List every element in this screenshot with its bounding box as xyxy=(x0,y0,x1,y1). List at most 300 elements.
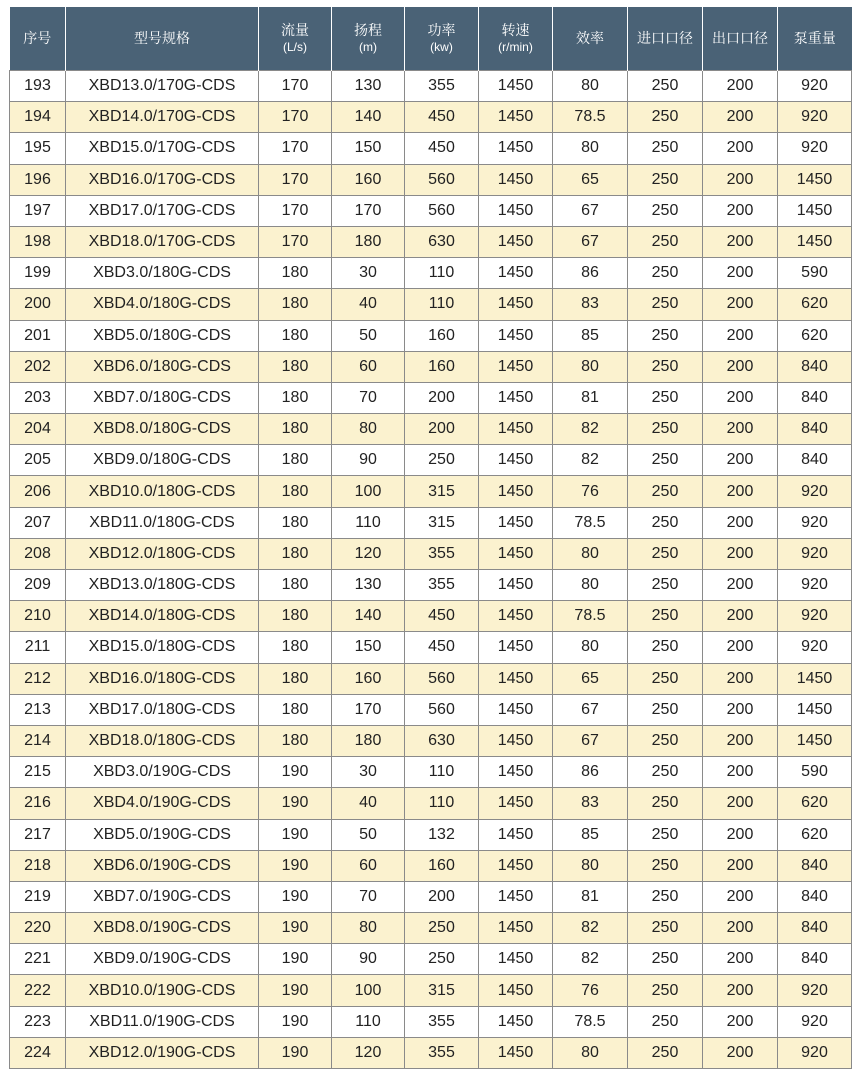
table-cell-head: 140 xyxy=(332,601,405,632)
table-cell-index: 199 xyxy=(10,258,66,289)
table-cell-outlet: 200 xyxy=(703,975,778,1006)
header-label: 转速 xyxy=(501,22,530,38)
table-cell-model: XBD7.0/190G-CDS xyxy=(66,881,259,912)
table-cell-flow: 180 xyxy=(259,632,332,663)
table-cell-weight: 840 xyxy=(778,445,852,476)
table-cell-efficiency: 85 xyxy=(553,320,628,351)
table-row xyxy=(10,476,852,507)
table-cell-flow: 170 xyxy=(259,133,332,164)
table-cell-index: 194 xyxy=(10,102,66,133)
header-col-efficiency xyxy=(553,7,628,71)
table-row xyxy=(10,819,852,850)
table-cell-speed: 1450 xyxy=(479,476,553,507)
table-cell-model: XBD17.0/170G-CDS xyxy=(66,195,259,226)
table-cell-outlet: 200 xyxy=(703,476,778,507)
table-row xyxy=(10,694,852,725)
table-cell-head: 160 xyxy=(332,663,405,694)
table-cell-head: 80 xyxy=(332,414,405,445)
table-cell-outlet: 200 xyxy=(703,164,778,195)
table-cell-head: 70 xyxy=(332,382,405,413)
table-cell-efficiency: 76 xyxy=(553,476,628,507)
table-cell-model: XBD14.0/170G-CDS xyxy=(66,102,259,133)
table-cell-index: 213 xyxy=(10,694,66,725)
table-cell-head: 110 xyxy=(332,1006,405,1037)
table-cell-inlet: 250 xyxy=(628,850,703,881)
table-cell-speed: 1450 xyxy=(479,226,553,257)
table-cell-inlet: 250 xyxy=(628,133,703,164)
table-cell-speed: 1450 xyxy=(479,351,553,382)
table-cell-index: 222 xyxy=(10,975,66,1006)
table-cell-speed: 1450 xyxy=(479,133,553,164)
table-cell-power: 630 xyxy=(405,725,479,756)
table-cell-index: 205 xyxy=(10,445,66,476)
table-cell-outlet: 200 xyxy=(703,289,778,320)
table-cell-speed: 1450 xyxy=(479,850,553,881)
table-cell-index: 220 xyxy=(10,913,66,944)
table-cell-outlet: 200 xyxy=(703,133,778,164)
table-cell-weight: 920 xyxy=(778,632,852,663)
table-cell-efficiency: 83 xyxy=(553,289,628,320)
table-cell-inlet: 250 xyxy=(628,476,703,507)
table-row xyxy=(10,663,852,694)
table-cell-efficiency: 78.5 xyxy=(553,102,628,133)
table-cell-efficiency: 85 xyxy=(553,819,628,850)
table-cell-inlet: 250 xyxy=(628,1037,703,1068)
table-cell-inlet: 250 xyxy=(628,507,703,538)
header-col-head xyxy=(332,7,405,71)
table-cell-weight: 1450 xyxy=(778,226,852,257)
table-cell-outlet: 200 xyxy=(703,414,778,445)
table-cell-power: 110 xyxy=(405,289,479,320)
header-label: 序号 xyxy=(23,30,52,46)
table-cell-speed: 1450 xyxy=(479,788,553,819)
table-cell-flow: 180 xyxy=(259,694,332,725)
table-cell-index: 198 xyxy=(10,226,66,257)
table-cell-flow: 180 xyxy=(259,289,332,320)
table-cell-model: XBD14.0/180G-CDS xyxy=(66,601,259,632)
table-cell-index: 196 xyxy=(10,164,66,195)
pump-spec-table xyxy=(9,7,852,1069)
header-label: 泵重量 xyxy=(793,30,836,46)
table-cell-efficiency: 80 xyxy=(553,570,628,601)
table-cell-power: 450 xyxy=(405,133,479,164)
table-cell-inlet: 250 xyxy=(628,258,703,289)
table-cell-efficiency: 82 xyxy=(553,445,628,476)
table-row xyxy=(10,507,852,538)
table-cell-head: 120 xyxy=(332,538,405,569)
table-row xyxy=(10,913,852,944)
table-cell-speed: 1450 xyxy=(479,507,553,538)
table-cell-power: 315 xyxy=(405,476,479,507)
table-cell-power: 110 xyxy=(405,788,479,819)
table-cell-inlet: 250 xyxy=(628,382,703,413)
table-cell-weight: 1450 xyxy=(778,694,852,725)
table-cell-index: 195 xyxy=(10,133,66,164)
table-cell-head: 180 xyxy=(332,725,405,756)
table-cell-weight: 840 xyxy=(778,351,852,382)
table-cell-speed: 1450 xyxy=(479,382,553,413)
table-cell-efficiency: 81 xyxy=(553,881,628,912)
table-cell-inlet: 250 xyxy=(628,694,703,725)
table-cell-model: XBD4.0/180G-CDS xyxy=(66,289,259,320)
table-cell-flow: 180 xyxy=(259,258,332,289)
table-cell-speed: 1450 xyxy=(479,164,553,195)
table-row xyxy=(10,601,852,632)
table-row xyxy=(10,975,852,1006)
table-cell-head: 40 xyxy=(332,788,405,819)
table-cell-model: XBD12.0/180G-CDS xyxy=(66,538,259,569)
table-cell-inlet: 250 xyxy=(628,1006,703,1037)
table-cell-power: 200 xyxy=(405,382,479,413)
table-cell-outlet: 200 xyxy=(703,570,778,601)
table-cell-weight: 920 xyxy=(778,102,852,133)
table-cell-inlet: 250 xyxy=(628,663,703,694)
table-cell-index: 210 xyxy=(10,601,66,632)
table-cell-flow: 180 xyxy=(259,570,332,601)
table-cell-efficiency: 83 xyxy=(553,788,628,819)
table-cell-efficiency: 80 xyxy=(553,351,628,382)
table-body xyxy=(10,71,852,1069)
table-cell-speed: 1450 xyxy=(479,913,553,944)
table-row xyxy=(10,102,852,133)
header-col-speed xyxy=(479,7,553,71)
table-cell-efficiency: 80 xyxy=(553,538,628,569)
table-cell-model: XBD9.0/180G-CDS xyxy=(66,445,259,476)
table-cell-outlet: 200 xyxy=(703,850,778,881)
table-cell-head: 60 xyxy=(332,850,405,881)
table-row xyxy=(10,725,852,756)
table-cell-inlet: 250 xyxy=(628,913,703,944)
table-cell-outlet: 200 xyxy=(703,913,778,944)
header-label: 效率 xyxy=(576,30,604,46)
table-cell-flow: 180 xyxy=(259,725,332,756)
table-cell-index: 223 xyxy=(10,1006,66,1037)
table-cell-weight: 1450 xyxy=(778,725,852,756)
table-cell-speed: 1450 xyxy=(479,414,553,445)
table-cell-power: 560 xyxy=(405,663,479,694)
header-col-inlet xyxy=(628,7,703,71)
table-cell-power: 355 xyxy=(405,538,479,569)
table-cell-index: 201 xyxy=(10,320,66,351)
table-cell-model: XBD18.0/170G-CDS xyxy=(66,226,259,257)
table-cell-weight: 1450 xyxy=(778,663,852,694)
table-cell-efficiency: 76 xyxy=(553,975,628,1006)
table-cell-model: XBD11.0/180G-CDS xyxy=(66,507,259,538)
table-cell-speed: 1450 xyxy=(479,538,553,569)
header-label: 功率 xyxy=(427,22,456,38)
table-cell-flow: 180 xyxy=(259,663,332,694)
table-cell-model: XBD13.0/170G-CDS xyxy=(66,71,259,102)
table-cell-power: 355 xyxy=(405,1006,479,1037)
table-cell-model: XBD16.0/180G-CDS xyxy=(66,663,259,694)
table-cell-model: XBD3.0/190G-CDS xyxy=(66,757,259,788)
table-cell-speed: 1450 xyxy=(479,601,553,632)
table-cell-flow: 180 xyxy=(259,507,332,538)
table-cell-outlet: 200 xyxy=(703,757,778,788)
table-cell-outlet: 200 xyxy=(703,258,778,289)
table-cell-weight: 920 xyxy=(778,975,852,1006)
table-cell-head: 90 xyxy=(332,944,405,975)
table-cell-outlet: 200 xyxy=(703,1037,778,1068)
table-cell-outlet: 200 xyxy=(703,819,778,850)
table-cell-weight: 840 xyxy=(778,881,852,912)
table-cell-power: 315 xyxy=(405,975,479,1006)
table-cell-weight: 920 xyxy=(778,476,852,507)
table-cell-head: 130 xyxy=(332,71,405,102)
table-cell-flow: 180 xyxy=(259,601,332,632)
table-cell-outlet: 200 xyxy=(703,632,778,663)
table-cell-weight: 920 xyxy=(778,1006,852,1037)
table-cell-head: 110 xyxy=(332,507,405,538)
table-cell-model: XBD9.0/190G-CDS xyxy=(66,944,259,975)
table-row xyxy=(10,944,852,975)
table-cell-inlet: 250 xyxy=(628,881,703,912)
table-cell-power: 450 xyxy=(405,601,479,632)
table-cell-head: 90 xyxy=(332,445,405,476)
table-row xyxy=(10,258,852,289)
table-cell-inlet: 250 xyxy=(628,164,703,195)
table-cell-speed: 1450 xyxy=(479,289,553,320)
table-cell-index: 212 xyxy=(10,663,66,694)
table-cell-outlet: 200 xyxy=(703,788,778,819)
table-cell-efficiency: 86 xyxy=(553,757,628,788)
table-cell-efficiency: 80 xyxy=(553,1037,628,1068)
table-cell-inlet: 250 xyxy=(628,445,703,476)
table-cell-flow: 180 xyxy=(259,414,332,445)
header-col-flow xyxy=(259,7,332,71)
table-cell-speed: 1450 xyxy=(479,258,553,289)
table-cell-outlet: 200 xyxy=(703,195,778,226)
table-cell-weight: 620 xyxy=(778,289,852,320)
table-cell-model: XBD3.0/180G-CDS xyxy=(66,258,259,289)
table-cell-model: XBD6.0/190G-CDS xyxy=(66,850,259,881)
table-cell-index: 202 xyxy=(10,351,66,382)
table-cell-power: 560 xyxy=(405,195,479,226)
table-cell-model: XBD8.0/180G-CDS xyxy=(66,414,259,445)
table-cell-weight: 590 xyxy=(778,757,852,788)
table-cell-efficiency: 82 xyxy=(553,944,628,975)
table-cell-head: 180 xyxy=(332,226,405,257)
table-row xyxy=(10,414,852,445)
table-row xyxy=(10,538,852,569)
table-cell-weight: 620 xyxy=(778,819,852,850)
table-cell-speed: 1450 xyxy=(479,757,553,788)
table-cell-outlet: 200 xyxy=(703,601,778,632)
header-col-index xyxy=(10,7,66,71)
table-cell-inlet: 250 xyxy=(628,289,703,320)
table-cell-weight: 1450 xyxy=(778,195,852,226)
table-cell-speed: 1450 xyxy=(479,725,553,756)
table-cell-flow: 190 xyxy=(259,819,332,850)
table-cell-efficiency: 67 xyxy=(553,725,628,756)
table-cell-head: 50 xyxy=(332,320,405,351)
table-cell-index: 215 xyxy=(10,757,66,788)
header-col-power xyxy=(405,7,479,71)
table-cell-index: 197 xyxy=(10,195,66,226)
table-cell-outlet: 200 xyxy=(703,320,778,351)
table-cell-outlet: 200 xyxy=(703,507,778,538)
table-cell-model: XBD12.0/190G-CDS xyxy=(66,1037,259,1068)
table-row xyxy=(10,351,852,382)
header-label: 出口口径 xyxy=(712,30,768,46)
table-row xyxy=(10,881,852,912)
table-cell-inlet: 250 xyxy=(628,414,703,445)
table-cell-power: 160 xyxy=(405,351,479,382)
table-cell-index: 208 xyxy=(10,538,66,569)
table-cell-head: 140 xyxy=(332,102,405,133)
table-cell-inlet: 250 xyxy=(628,226,703,257)
table-cell-flow: 190 xyxy=(259,850,332,881)
table-cell-model: XBD10.0/180G-CDS xyxy=(66,476,259,507)
table-cell-flow: 180 xyxy=(259,382,332,413)
table-cell-outlet: 200 xyxy=(703,351,778,382)
table-row xyxy=(10,850,852,881)
table-cell-head: 120 xyxy=(332,1037,405,1068)
table-cell-inlet: 250 xyxy=(628,975,703,1006)
table-row xyxy=(10,757,852,788)
table-cell-head: 100 xyxy=(332,975,405,1006)
table-cell-model: XBD15.0/180G-CDS xyxy=(66,632,259,663)
table-cell-flow: 180 xyxy=(259,445,332,476)
table-cell-power: 250 xyxy=(405,913,479,944)
table-cell-speed: 1450 xyxy=(479,663,553,694)
table-cell-efficiency: 80 xyxy=(553,71,628,102)
table-cell-index: 207 xyxy=(10,507,66,538)
table-cell-index: 221 xyxy=(10,944,66,975)
table-cell-weight: 920 xyxy=(778,71,852,102)
header-label: 型号规格 xyxy=(134,30,190,46)
table-cell-head: 30 xyxy=(332,757,405,788)
table-cell-power: 110 xyxy=(405,757,479,788)
table-cell-efficiency: 86 xyxy=(553,258,628,289)
table-cell-head: 80 xyxy=(332,913,405,944)
header-unit: (m) xyxy=(359,40,377,54)
table-cell-speed: 1450 xyxy=(479,944,553,975)
table-cell-index: 218 xyxy=(10,850,66,881)
table-cell-inlet: 250 xyxy=(628,71,703,102)
table-cell-head: 170 xyxy=(332,195,405,226)
table-cell-flow: 170 xyxy=(259,164,332,195)
header-unit: (r/min) xyxy=(498,40,533,54)
table-cell-flow: 190 xyxy=(259,913,332,944)
table-cell-inlet: 250 xyxy=(628,538,703,569)
table-cell-weight: 620 xyxy=(778,788,852,819)
table-cell-inlet: 250 xyxy=(628,725,703,756)
table-cell-outlet: 200 xyxy=(703,71,778,102)
table-row xyxy=(10,1037,852,1068)
table-row xyxy=(10,289,852,320)
table-cell-flow: 170 xyxy=(259,71,332,102)
table-cell-efficiency: 78.5 xyxy=(553,507,628,538)
table-cell-outlet: 200 xyxy=(703,1006,778,1037)
table-cell-flow: 190 xyxy=(259,757,332,788)
table-cell-weight: 840 xyxy=(778,382,852,413)
table-cell-weight: 840 xyxy=(778,944,852,975)
table-row xyxy=(10,226,852,257)
header-label: 进口口径 xyxy=(637,30,693,46)
table-cell-power: 355 xyxy=(405,570,479,601)
table-cell-head: 100 xyxy=(332,476,405,507)
table-cell-power: 250 xyxy=(405,944,479,975)
table-cell-model: XBD10.0/190G-CDS xyxy=(66,975,259,1006)
table-cell-flow: 190 xyxy=(259,1006,332,1037)
table-row xyxy=(10,788,852,819)
table-cell-head: 70 xyxy=(332,881,405,912)
table-row xyxy=(10,71,852,102)
table-cell-speed: 1450 xyxy=(479,975,553,1006)
table-cell-power: 250 xyxy=(405,445,479,476)
table-cell-flow: 170 xyxy=(259,226,332,257)
table-cell-power: 200 xyxy=(405,414,479,445)
table-cell-head: 40 xyxy=(332,289,405,320)
table-cell-model: XBD17.0/180G-CDS xyxy=(66,694,259,725)
table-cell-power: 450 xyxy=(405,102,479,133)
table-cell-speed: 1450 xyxy=(479,1006,553,1037)
table-cell-power: 200 xyxy=(405,881,479,912)
table-cell-outlet: 200 xyxy=(703,226,778,257)
table-cell-inlet: 250 xyxy=(628,944,703,975)
table-cell-index: 224 xyxy=(10,1037,66,1068)
table-cell-outlet: 200 xyxy=(703,663,778,694)
table-cell-flow: 190 xyxy=(259,975,332,1006)
table-cell-power: 560 xyxy=(405,694,479,725)
table-cell-efficiency: 82 xyxy=(553,414,628,445)
table-cell-weight: 590 xyxy=(778,258,852,289)
table-cell-model: XBD16.0/170G-CDS xyxy=(66,164,259,195)
table-cell-index: 211 xyxy=(10,632,66,663)
table-cell-model: XBD15.0/170G-CDS xyxy=(66,133,259,164)
table-cell-index: 200 xyxy=(10,289,66,320)
table-cell-model: XBD11.0/190G-CDS xyxy=(66,1006,259,1037)
table-cell-model: XBD7.0/180G-CDS xyxy=(66,382,259,413)
header-unit: (L/s) xyxy=(283,40,307,54)
table-cell-power: 110 xyxy=(405,258,479,289)
table-cell-model: XBD5.0/190G-CDS xyxy=(66,819,259,850)
table-cell-index: 193 xyxy=(10,71,66,102)
table-cell-flow: 170 xyxy=(259,195,332,226)
table-cell-outlet: 200 xyxy=(703,538,778,569)
table-cell-model: XBD18.0/180G-CDS xyxy=(66,725,259,756)
header-label: 扬程 xyxy=(354,22,382,38)
table-cell-efficiency: 82 xyxy=(553,913,628,944)
table-cell-head: 60 xyxy=(332,351,405,382)
table-cell-flow: 180 xyxy=(259,476,332,507)
table-cell-inlet: 250 xyxy=(628,570,703,601)
table-row xyxy=(10,382,852,413)
table-row xyxy=(10,320,852,351)
table-cell-speed: 1450 xyxy=(479,694,553,725)
table-cell-weight: 1450 xyxy=(778,164,852,195)
table-cell-head: 130 xyxy=(332,570,405,601)
table-cell-flow: 170 xyxy=(259,102,332,133)
table-cell-weight: 920 xyxy=(778,133,852,164)
table-cell-head: 30 xyxy=(332,258,405,289)
table-cell-power: 630 xyxy=(405,226,479,257)
table-cell-weight: 620 xyxy=(778,320,852,351)
table-cell-index: 209 xyxy=(10,570,66,601)
table-cell-power: 560 xyxy=(405,164,479,195)
header-row xyxy=(10,7,852,71)
table-cell-efficiency: 81 xyxy=(553,382,628,413)
table-cell-head: 170 xyxy=(332,694,405,725)
table-cell-outlet: 200 xyxy=(703,725,778,756)
table-cell-weight: 840 xyxy=(778,850,852,881)
table-cell-flow: 190 xyxy=(259,881,332,912)
table-cell-index: 214 xyxy=(10,725,66,756)
table-cell-speed: 1450 xyxy=(479,819,553,850)
table-cell-model: XBD5.0/180G-CDS xyxy=(66,320,259,351)
table-cell-power: 315 xyxy=(405,507,479,538)
